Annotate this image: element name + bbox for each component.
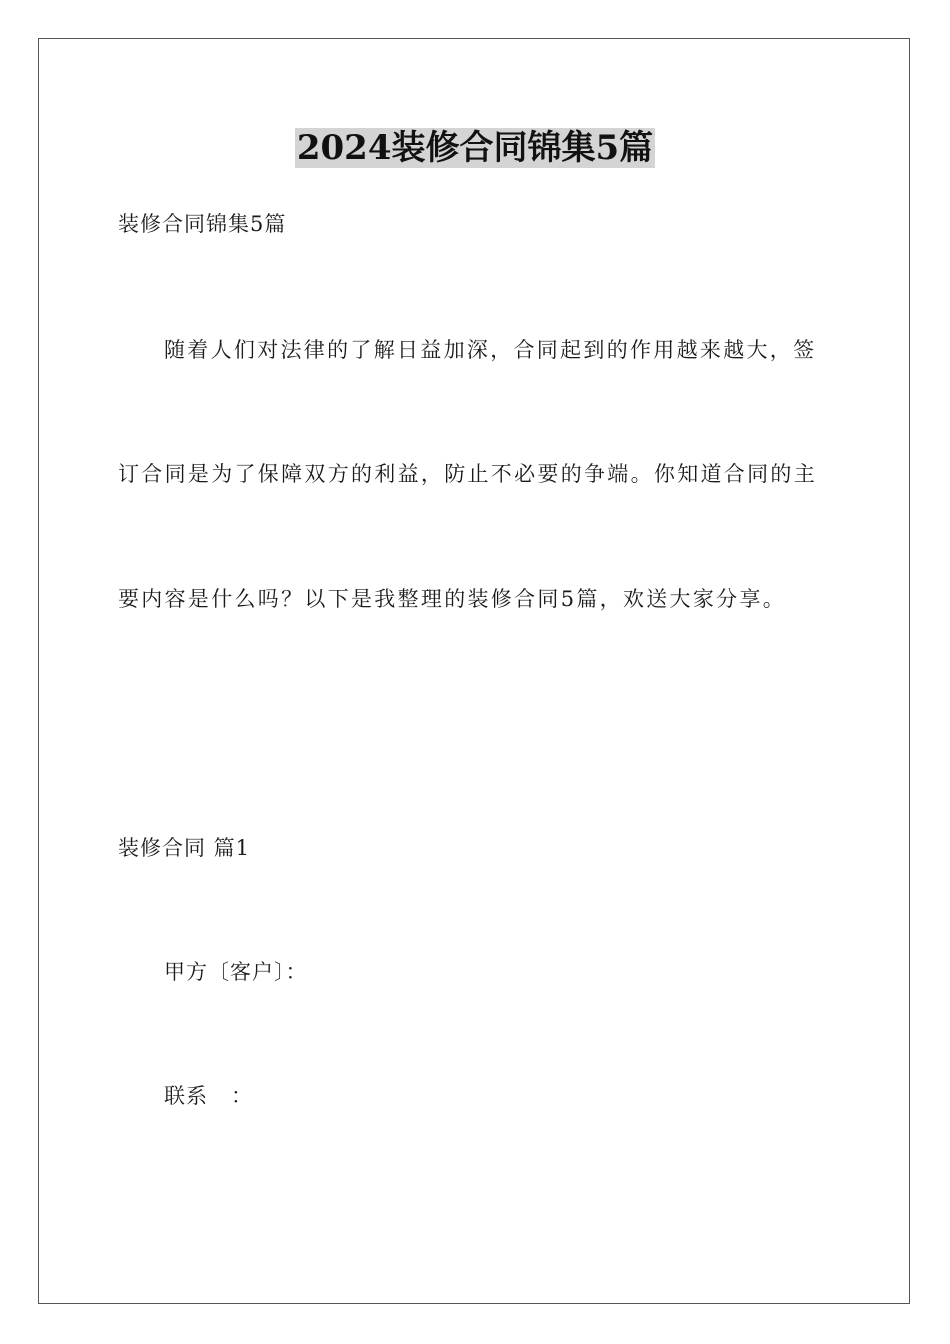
document-subtitle: 装修合同锦集5篇 — [118, 212, 287, 236]
party-a-label: 甲方〔客户〕： — [164, 960, 308, 984]
intro-line-1: 随着人们对法律的了解日益加深，合同起到的作用越来越大，签 — [164, 338, 817, 362]
title-container — [0, 128, 950, 168]
document-title: 2024装修合同锦集5篇 — [296, 128, 654, 168]
section-heading: 装修合同 篇1 — [118, 836, 251, 860]
intro-line-2: 订合同是为了保障双方的利益，防止不必要的争端。你知道合同的主 — [118, 462, 817, 486]
contact-label: 联系 ： — [164, 1084, 254, 1108]
intro-line-3: 要内容是什么吗？以下是我整理的装修合同5篇，欢送大家分享。 — [118, 587, 787, 611]
